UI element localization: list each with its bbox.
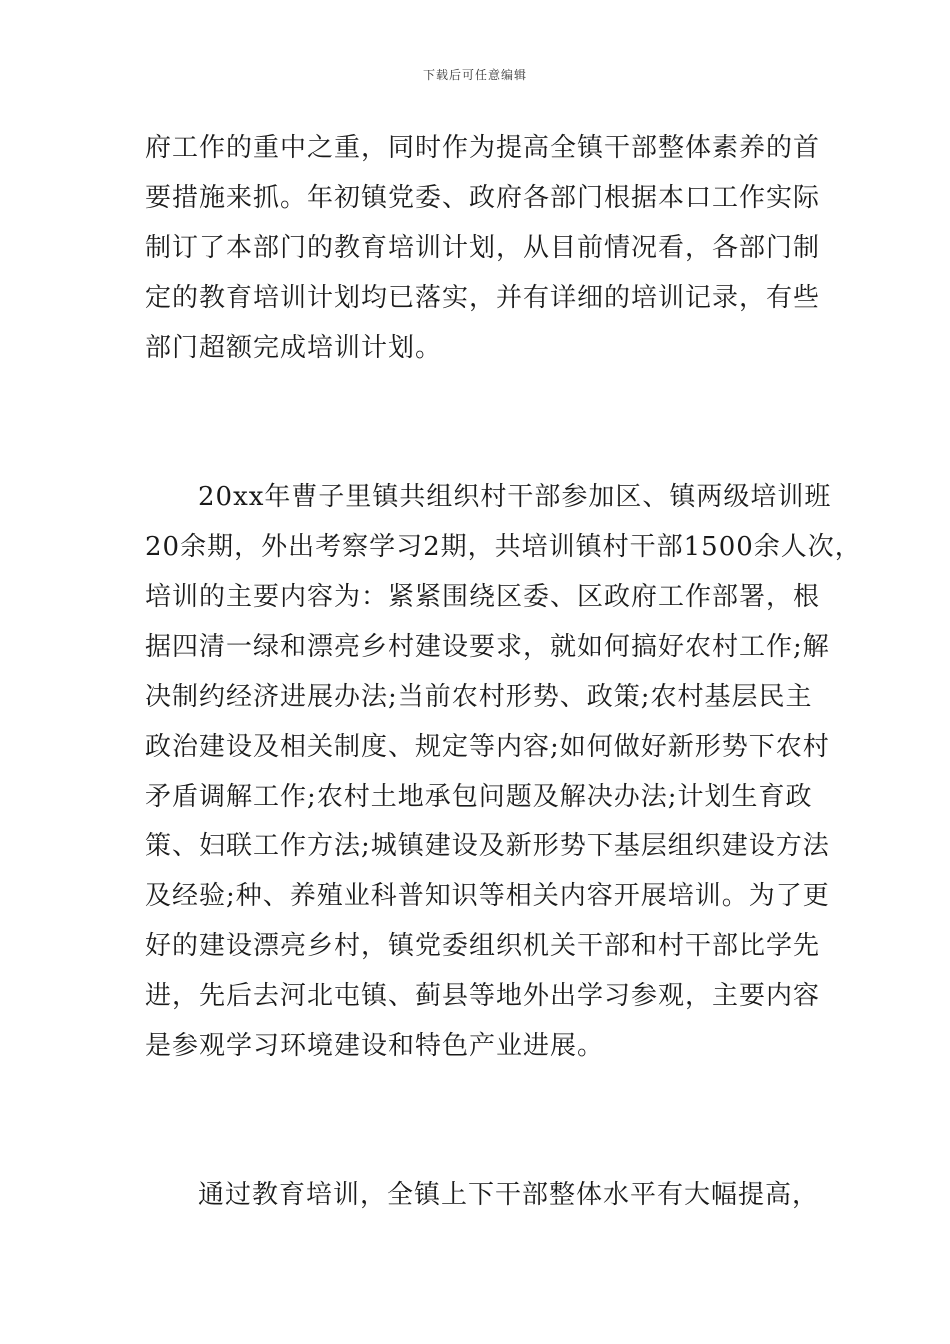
paragraph-1-line-4: 定的教育培训计划均已落实，并有详细的培训记录，有些 xyxy=(145,283,821,313)
paragraph-2-line-12: 是参观学习环境建设和特色产业进展。 xyxy=(145,1031,605,1061)
paragraph-2-line-11: 进，先后去河北屯镇、蓟县等地外出学习参观，主要内容 xyxy=(145,981,821,1011)
paragraph-2-line-6: 政治建设及相关制度、规定等内容;如何做好新形势下农村 xyxy=(145,732,830,762)
paragraph-1-line-5: 部门超额完成培训计划。 xyxy=(145,333,443,363)
paragraph-2-line-4: 据四清一绿和漂亮乡村建设要求，就如何搞好农村工作;解 xyxy=(145,632,830,662)
paragraph-2-line-8: 策、妇联工作方法;城镇建设及新形势下基层组织建设方法 xyxy=(145,831,830,861)
paragraph-1-line-1: 府工作的重中之重，同时作为提高全镇干部整体素养的首 xyxy=(145,133,821,163)
paragraph-2-line-10: 好的建设漂亮乡村，镇党委组织机关干部和村干部比学先 xyxy=(145,931,821,961)
paragraph-1-line-2: 要措施来抓。年初镇党委、政府各部门根据本口工作实际 xyxy=(145,183,821,213)
paragraph-2-line-5: 决制约经济进展办法;当前农村形势、政策;农村基层民主 xyxy=(145,682,813,712)
paragraph-2-line-3: 培训的主要内容为：紧紧围绕区委、区政府工作部署，根 xyxy=(145,582,821,612)
paragraph-2-line-9: 及经验;种、养殖业科普知识等相关内容开展培训。为了更 xyxy=(145,881,830,911)
page-header-note: 下载后可任意编辑 xyxy=(422,68,527,82)
paragraph-1-line-3: 制订了本部门的教育培训计划，从目前情况看，各部门制 xyxy=(145,233,821,263)
paragraph-3-line-1: 通过教育培训，全镇上下干部整体水平有大幅提高， xyxy=(198,1180,820,1210)
paragraph-2-line-7: 矛盾调解工作;农村土地承包问题及解决办法;计划生育政 xyxy=(145,782,813,812)
paragraph-2-line-1: 20xx年曹子里镇共组织村干部参加区、镇两级培训班 xyxy=(198,482,832,512)
paragraph-2-line-2: 20余期，外出考察学习2期，共培训镇村干部1500余人次， xyxy=(145,532,862,562)
